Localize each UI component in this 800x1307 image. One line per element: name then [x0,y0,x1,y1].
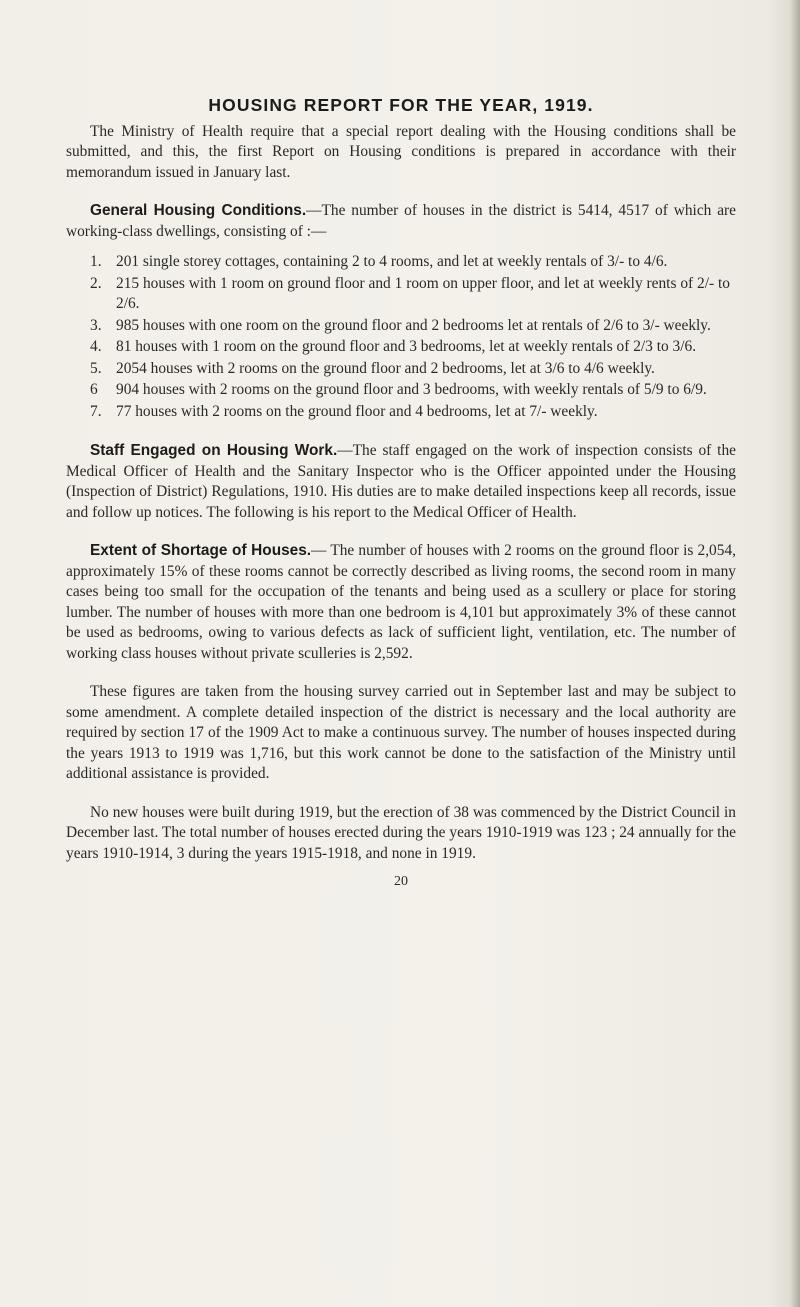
house-type-list [66,252,736,422]
list-item-number: 1. [90,253,102,270]
list-item-number: 7. [90,402,102,420]
staff-paragraph [66,441,736,523]
list-item-text: 2054 houses with 2 rooms on the ground floor and 2 bedrooms, let at 3/6 to 4/6 weekly. [116,359,655,377]
staff-heading: Staff Engaged on Housing Work. [90,442,338,459]
list-item-text: 81 houses with 1 room on the ground floor and 3 bedrooms, let at weekly rentals of 2/3 to 3/6. [116,338,697,355]
staff-text: —The staff engaged on the work of inspection consists of the Medical Officer of Health and the Sanitary Inspector who is the Officer appointed under the Housing (Inspection of District) Regulations, 1910. His duties are to make detailed inspections keep all records, issue and follow up notices. The following is his report to the Medical Officer of Health. [66,442,736,521]
list-item [66,359,736,380]
list-item-number: 3. [90,316,102,334]
list-item [66,402,736,423]
report-content [66,95,736,893]
list-item-text: 215 houses with 1 room on ground floor and 1 room on upper floor, and let at weekly rents of 2/- to 2/6. [116,274,730,312]
page-edge-shadow [790,0,800,1307]
list-item-number: 5. [90,359,102,377]
general-housing-heading: General Housing Conditions. [90,202,307,219]
list-item [66,252,736,273]
list-item-text: 985 houses with one room on the ground floor and 2 bedrooms let at rentals of 2/6 to 3/- weekly. [116,316,711,334]
general-housing-paragraph [66,201,736,242]
intro-paragraph: The Ministry of Health require that a special report dealing with the Housing conditions shall be submitted, and this, the first Report on Housing conditions is prepared in accordance with their memorandum issued in January last. [66,122,736,181]
list-item-text: 904 houses with 2 rooms on the ground floor and 3 bedrooms, with weekly rentals of 5/9 to 6/9. [116,381,707,398]
general-housing-text: —The number of houses in the district is 5414, 4517 of which are working-class dwellings, consisting of :— [66,202,736,240]
list-item-text: 77 houses with 2 rooms on the ground floor and 4 bedrooms, let at 7/- weekly. [116,402,598,420]
list-item [66,274,736,315]
list-item [66,380,736,401]
new-houses-paragraph: No new houses were built during 1919, but the erection of 38 was commenced by the District Council in December last. The total number of houses erected during the years 1910-1919 was 123 ; 24 annually for the years 1910-1914, 3 during the years 1915-1918, and none in 1919. [66,803,736,862]
list-item [66,337,736,358]
list-item-number: 2. [90,274,102,292]
page-number: 20 [394,874,408,889]
list-item-number: 4. [90,338,102,355]
shortage-paragraph [66,541,736,664]
list-item-number: 6 [90,381,98,398]
list-item-text: 201 single storey cottages, containing 2 to 4 rooms, and let at weekly rentals of 3/- to 4/6. [116,253,668,270]
report-title: HOUSING REPORT FOR THE YEAR, 1919. [208,95,594,115]
shortage-text: — The number of houses with 2 rooms on the ground floor is 2,054, approximately 15% of these rooms cannot be correctly described as living rooms, the second room in many cases being too small for the occupation of the tenants and being used as a scullery or place for storing lumber. The number of houses with more than one bedroom is 4,101 but approximately 3% of these cannot be used as bedrooms, owing to various defects as lack of sufficient light, ventilation, etc. The number of working class houses without private sculleries is 2,592. [66,542,736,662]
shortage-heading: Extent of Shortage of Houses. [90,542,312,559]
list-item [66,316,736,337]
survey-paragraph: These figures are taken from the housing survey carried out in September last and may be subject to some amendment. A complete detailed inspection of the district is necessary and the local authority are required by section 17 of the 1909 Act to make a continuous survey. The number of houses inspected during the years 1913 to 1919 was 1,716, but this work cannot be done to the satisfaction of the Ministry until additional assistance is provided. [66,683,736,782]
